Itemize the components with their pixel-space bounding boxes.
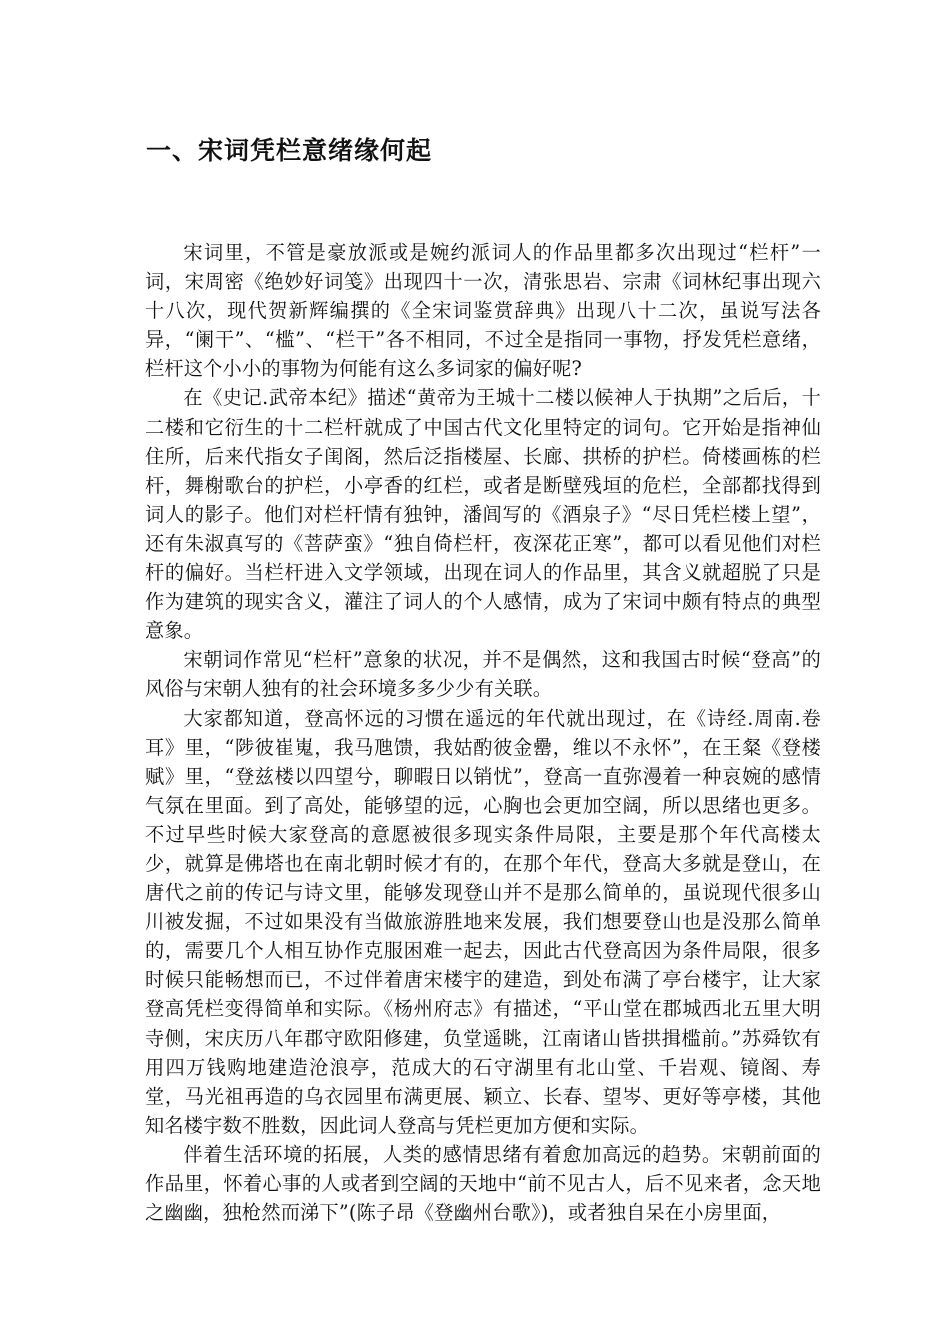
- paragraph-4: 大家都知道，登高怀远的习惯在遥远的年代就出现过，在《诗经.周南.卷耳》里，“陟彼崔嵬，我马虺馈，我姑酌彼金罍，维以不永怀”，在王粲《登楼赋》里，“登兹楼以四望兮，聊暇日以销忧”，登高一直弥漫着一种哀婉的感情气氛在里面。到了高处，能够望的远，心胸也会更加空阔，所以思绪也更多。不过早些时候大家登高的意愿被很多现实条件局限，主要是那个年代高楼太少，就算是佛塔也在南北朝时候才有的，在那个年代，登高大多就是登山，在唐代之前的传记与诗文里，能够发现登山并不是那么简单的，虽说现代很多山川被发掘，不过如果没有当做旅游胜地来发展，我们想要登山也是没那么简单的，需要几个人相互协作克服困难一起去，因此古代登高因为条件局限，很多时候只能畅想而已，不过伴着唐宋楼宇的建造，到处布满了亭台楼宇，让大家登高凭栏变得简单和实际。《杨州府志》有描述，“平山堂在郡城西北五里大明寺侧，宋庆历八年郡守欧阳修建，负堂遥眺，江南诸山皆拱揖槛前。”苏舜钦有用四万钱购地建造沧浪亭，范成大的石守湖里有北山堂、千岩观、镜阁、寿堂，马光祖再造的乌衣园里布满更展、颖立、长春、望岑、更好等亭楼，其他知名楼宇数不胜数，因此词人登高与凭栏更加方便和实际。: [145, 706, 821, 1137]
- paragraph-3: 宋朝词作常见“栏杆”意象的状况，并不是偶然，这和我国古时候“登高”的风俗与宋朝人独有的社会环境多多少少有关联。: [145, 648, 821, 701]
- paragraph-1: 宋词里，不管是豪放派或是婉约派词人的作品里都多次出现过“栏杆”一词，宋周密《绝妙好词笺》出现四十一次，清张思岩、宗肃《词林纪事出现六十八次，现代贺新辉编撰的《全宋词鉴赏辞典》出现八十二次，虽说写法各异，“阑干”、“槛”、“栏干”各不相同，不过全是指同一事物，抒发凭栏意绪，栏杆这个小小的事物为何能有这么多词家的偏好呢?: [145, 241, 821, 381]
- section-title: 一、宋词凭栏意绪缘何起: [146, 136, 433, 165]
- paragraph-2: 在《史记.武帝本纪》描述“黄帝为王城十二楼以候神人于执期”之后后，十二楼和它衍生的十二栏杆就成了中国古代文化里特定的词句。它开始是指神仙住所，后来代指女子闺阁，然后泛指楼屋、长廊、拱桥的护栏。倚楼画栋的栏杆，舞榭歌台的护栏，小亭香的红栏，或者是断壁残垣的危栏，全部都找得到词人的影子。他们对栏杆情有独钟，潘闾写的《酒泉子》“尽日凭栏楼上望”，还有朱淑真写的《菩萨蛮》“独自倚栏杆，夜深花正寒”，都可以看见他们对栏杆的偏好。当栏杆进入文学领域，出现在词人的作品里，其含义就超脱了只是作为建筑的现实含义，灌注了词人的个人感情，成为了宋词中颇有特点的典型意象。: [145, 386, 821, 643]
- body-text: [145, 238, 821, 1227]
- paragraph-5: 伴着生活环境的拓展，人类的感情思绪有着愈加高远的趋势。宋朝前面的作品里，怀着心事的人或者到空阔的天地中“前不见古人，后不见来者，念天地之幽幽，独枪然而涕下”(陈子昂《登幽州台歌》)，或者独自呆在小房里面，: [145, 1142, 821, 1225]
